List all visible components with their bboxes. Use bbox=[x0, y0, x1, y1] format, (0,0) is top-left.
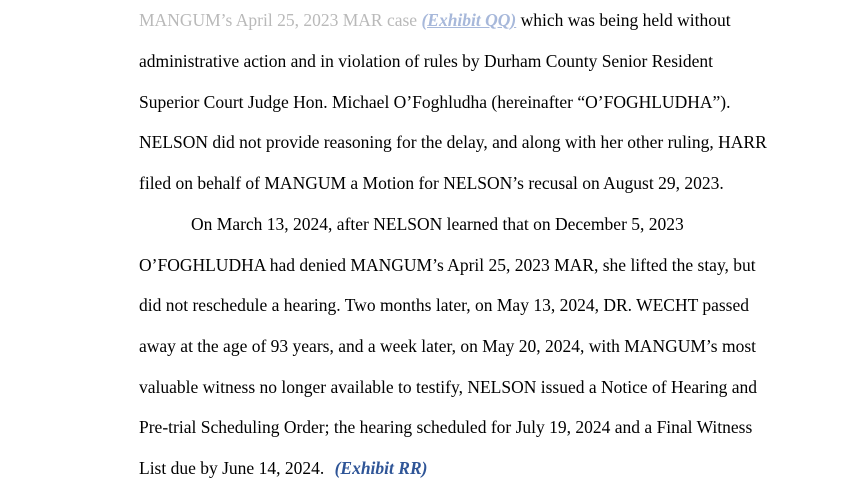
paragraph1-line2: administrative action and in violation of rules by Durham County Senior Resident bbox=[139, 51, 713, 71]
line-text: which was being held without bbox=[520, 10, 731, 30]
paragraph2-line5: valuable witness no longer available to testify, NELSON issued a Notice of Hearing and bbox=[139, 377, 758, 397]
paragraph2-line7 bbox=[139, 458, 427, 478]
exhibit-rr-link[interactable]: (Exhibit RR) bbox=[334, 458, 428, 478]
paragraph2-line4: away at the age of 93 years, and a week later, on May 20, 2024, with MANGUM’s most bbox=[139, 336, 757, 356]
exhibit-qq-link[interactable]: (Exhibit QQ) bbox=[421, 10, 517, 30]
faded-text: MANGUM’s April 25, 2023 MAR case bbox=[139, 10, 418, 30]
paragraph2-line1: On March 13, 2024, after NELSON learned that on December 5, 2023 bbox=[191, 214, 684, 234]
paragraph1-line3: Superior Court Judge Hon. Michael O’Foghludha (hereinafter “O’FOGHLUDHA”). bbox=[139, 92, 731, 112]
paragraph1-line1 bbox=[139, 10, 731, 30]
paragraph1-line5: filed on behalf of MANGUM a Motion for NELSON’s recusal on August 29, 2023. bbox=[139, 173, 724, 193]
paragraph2-line3: did not reschedule a hearing. Two months later, on May 13, 2024, DR. WECHT passed bbox=[139, 295, 749, 315]
paragraph2-line6: Pre-trial Scheduling Order; the hearing scheduled for July 19, 2024 and a Final Witness bbox=[139, 417, 753, 437]
line-text: List due by June 14, 2024. bbox=[139, 458, 325, 478]
paragraph2-line2: O’FOGHLUDHA had denied MANGUM’s April 25, 2023 MAR, she lifted the stay, but bbox=[139, 255, 756, 275]
paragraph1-line4: NELSON did not provide reasoning for the delay, and along with her other ruling, HARR bbox=[139, 132, 767, 152]
